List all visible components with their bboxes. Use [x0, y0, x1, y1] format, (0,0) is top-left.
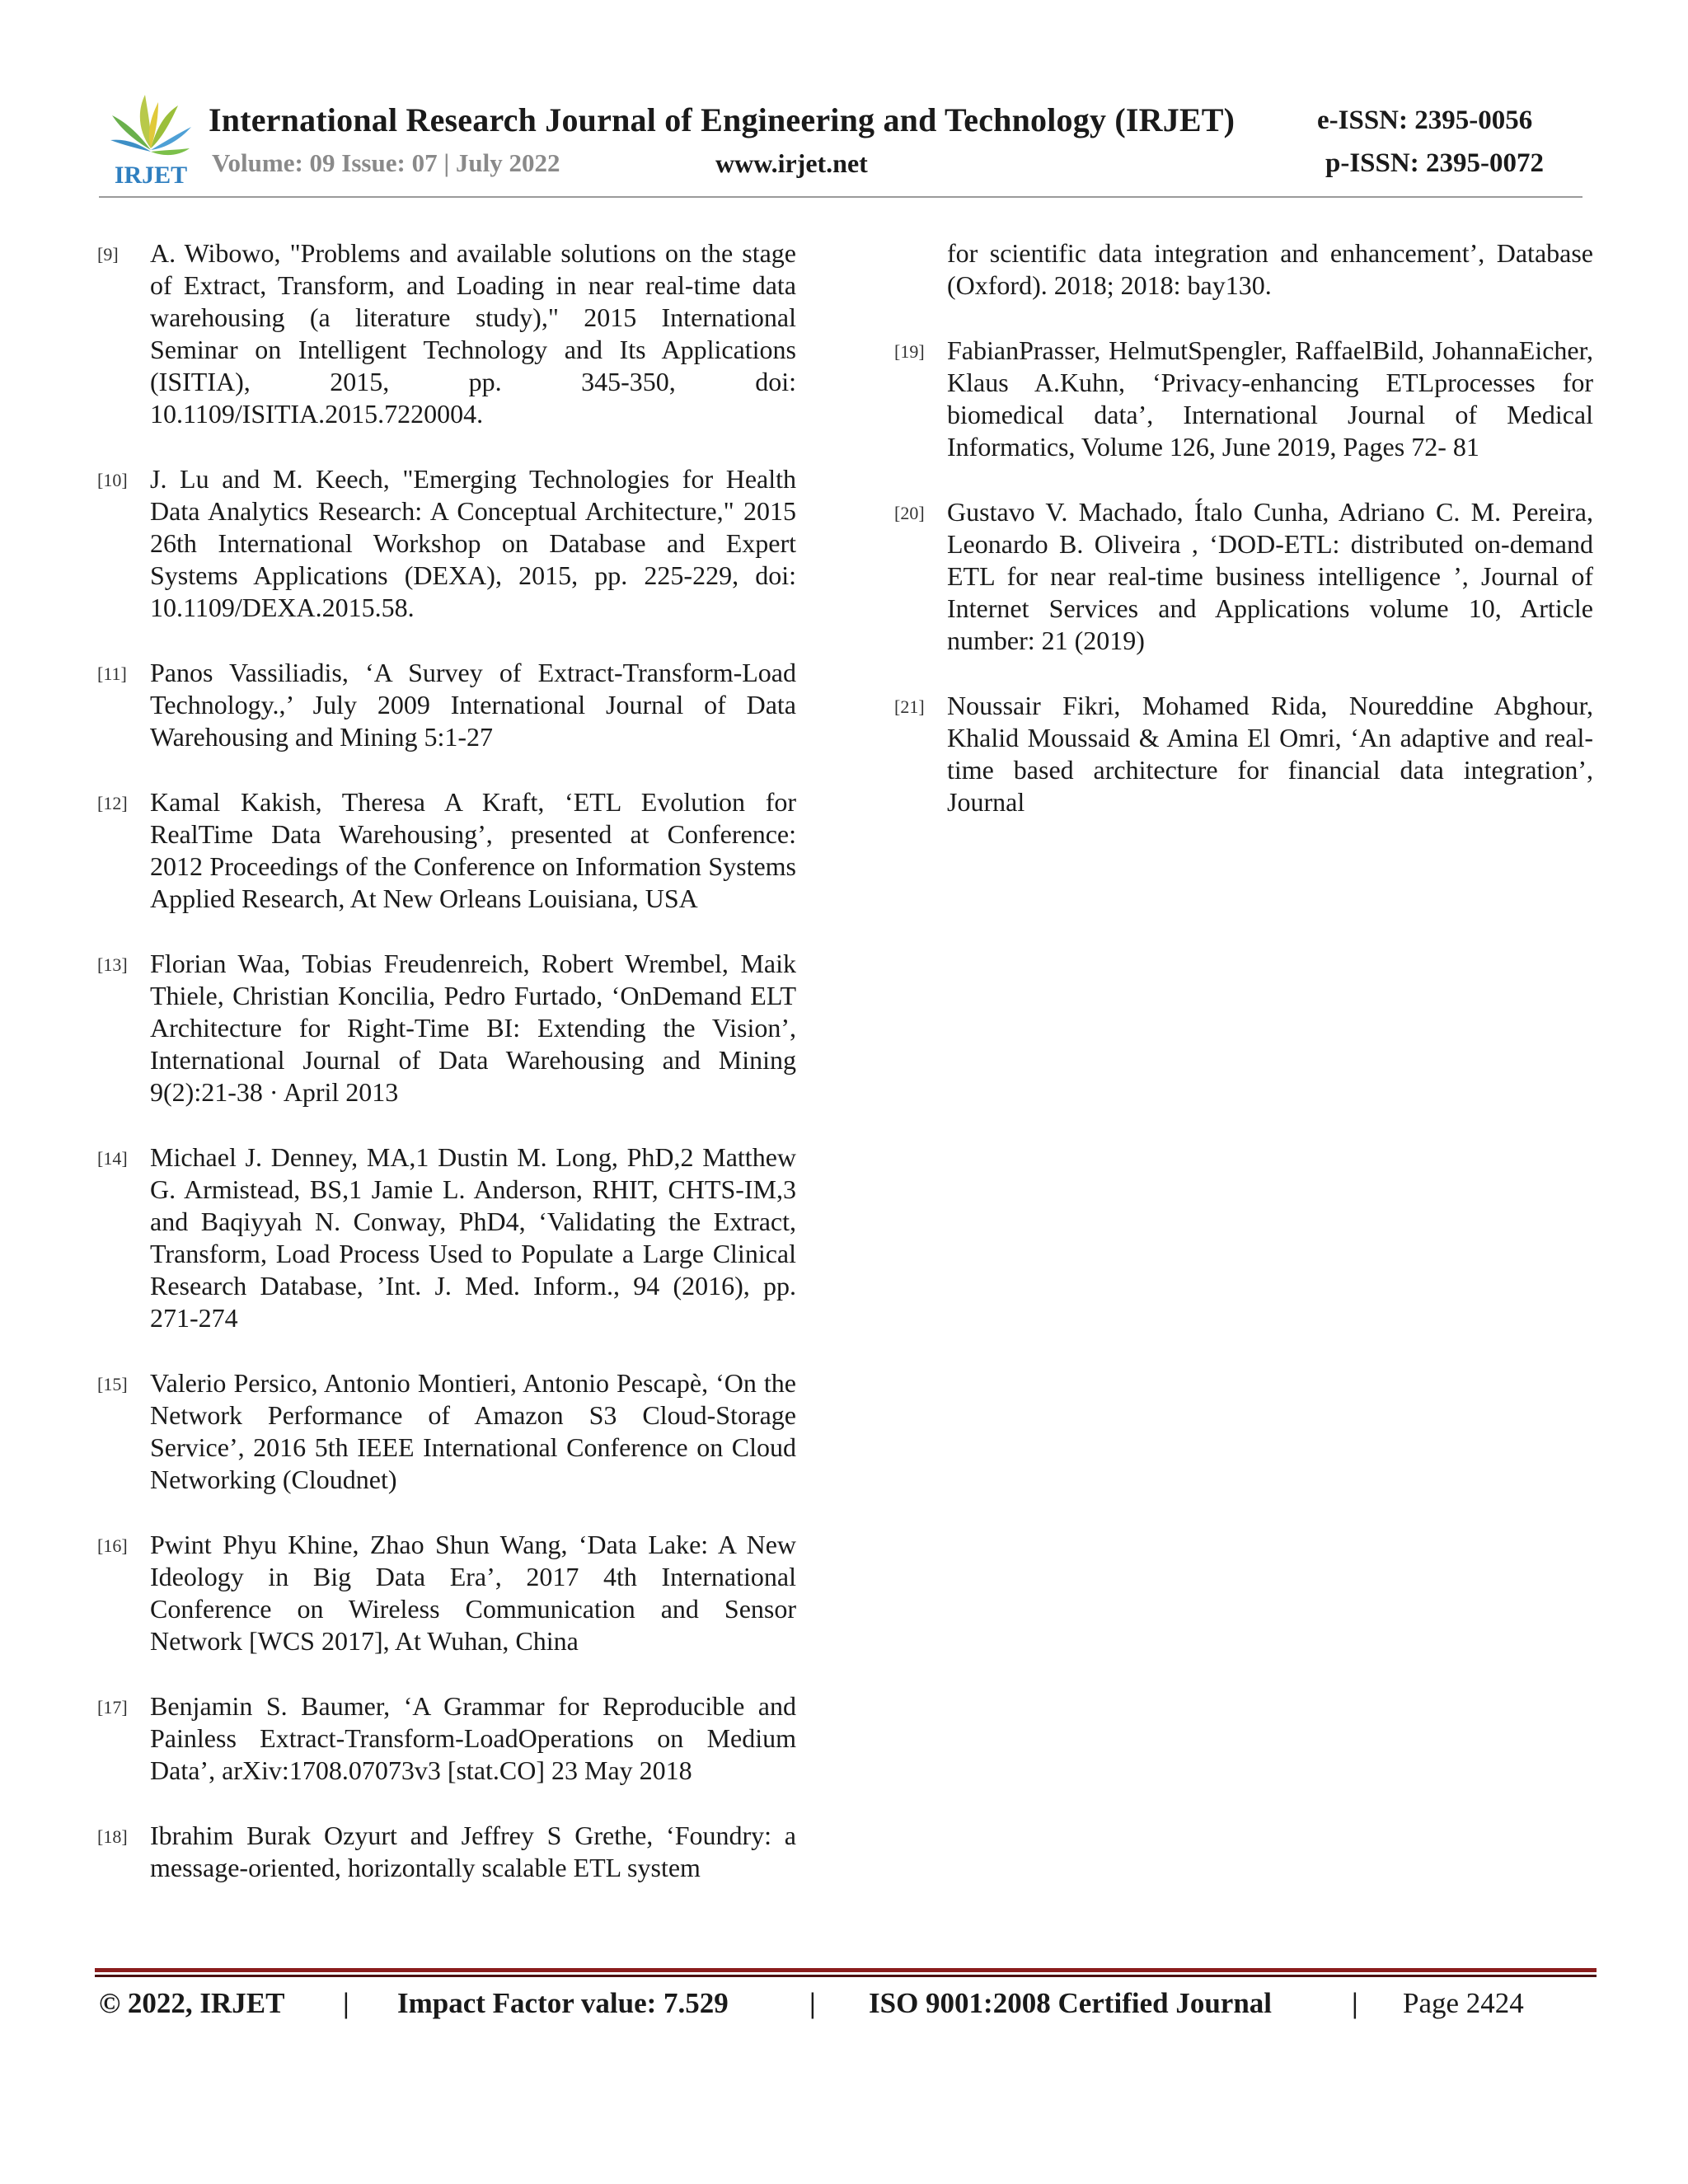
pissn: p-ISSN: 2395-0072 [1325, 148, 1544, 178]
footer-page-number: Page 2424 [1403, 1987, 1524, 2019]
reference-item [97, 237, 796, 430]
reference-item [97, 657, 796, 753]
reference-number: [17] [97, 1697, 128, 1718]
reference-text: Ibrahim Burak Ozyurt and Jeffrey S Grethe, ‘Foundry: a message-oriented, horizontally scalable ETL system [150, 1821, 796, 1882]
reference-item [97, 1367, 796, 1496]
reference-text: Noussair Fikri, Mohamed Rida, Noureddine Abghour, Khalid Moussaid & Amina El Omri, ‘An adaptive and real-time based architecture for financial data integration’, Journal [947, 691, 1593, 817]
reference-item [97, 1690, 796, 1787]
reference-text: Florian Waa, Tobias Freudenreich, Robert Wrembel, Maik Thiele, Christian Koncilia, Pedro Furtado, ‘OnDemand ELT Architecture for Right-Time BI: Extending the Vision’, International Journal of Data Warehousing and Mining 9(2):21-38 · April 2013 [150, 949, 796, 1107]
footer-divider-red [95, 1968, 1597, 1972]
website-link[interactable]: www.irjet.net [715, 148, 868, 178]
reference-item [97, 1141, 796, 1334]
reference-text: Kamal Kakish, Theresa A Kraft, ‘ETL Evolution for RealTime Data Warehousing’, presented at Conference: 2012 Proceedings of the Conference on Information Systems Applied Research, At New Orleans Louisiana, USA [150, 787, 796, 913]
reference-item [97, 463, 796, 624]
footer-copyright: © 2022, IRJET [99, 1987, 285, 2019]
reference-number: [11] [97, 663, 127, 684]
reference-number: [9] [97, 244, 119, 265]
reference-number: [20] [894, 503, 925, 523]
reference-text: Gustavo V. Machado, Ítalo Cunha, Adriano C. M. Pereira, Leonardo B. Oliveira , ‘DOD-ETL: distributed on-demand ETL for near real-time business intelligence ’, Journal of Internet Services and Applications volume 10, Article number: 21 (2019) [947, 497, 1593, 655]
eissn: e-ISSN: 2395-0056 [1317, 105, 1533, 135]
reference-text: FabianPrasser, HelmutSpengler, RaffaelBild, JohannaEicher, Klaus A.Kuhn, ‘Privacy-enhancing ETLprocesses for biomedical data’, International Journal of Medical Informatics, Volume 126, June 2019, Pages 72- 81 [947, 335, 1593, 462]
reference-text: Panos Vassiliadis, ‘A Survey of Extract-Transform-Load Technology.,’ July 2009 International Journal of Data Warehousing and Mining 5:1-27 [150, 658, 796, 752]
volume-issue: Volume: 09 Issue: 07 | July 2022 [212, 148, 560, 177]
reference-item [97, 786, 796, 915]
references-left-column [97, 237, 796, 1917]
reference-number: [15] [97, 1374, 128, 1394]
reference-number: [18] [97, 1826, 128, 1847]
reference-text: J. Lu and M. Keech, "Emerging Technologies for Health Data Analytics Research: A Conceptual Architecture," 2015 26th International Workshop on Database and Expert Systems Applications (DEXA), 2015, pp. 225-229, doi: 10.1109/DEXA.2015.58. [150, 464, 796, 622]
irjet-logo [106, 91, 196, 190]
reference-number: [12] [97, 793, 128, 813]
reference-item [894, 496, 1593, 657]
reference-number: [13] [97, 954, 128, 975]
reference-text: Benjamin S. Baumer, ‘A Grammar for Reproducible and Painless Extract-Transform-LoadOperations on Medium Data’, arXiv:1708.07073v3 [stat.CO] 23 May 2018 [150, 1691, 796, 1785]
reference-item [97, 1529, 796, 1657]
reference-text: for scientific data integration and enhancement’, Database (Oxford). 2018; 2018: bay130. [947, 238, 1593, 300]
reference-item [97, 1820, 796, 1884]
reference-number: [16] [97, 1535, 128, 1556]
reference-item [894, 335, 1593, 463]
page-footer [99, 1987, 1582, 2028]
reference-text: Michael J. Denney, MA,1 Dustin M. Long, PhD,2 Matthew G. Armistead, BS,1 Jamie L. Anderson, RHIT, CHTS-IM,3 and Baqiyyah N. Conway, PhD4, ‘Validating the Extract, Transform, Load Process Used to Populate a Large Clinical Research Database, ’Int. J. Med. Inform., 94 (2016), pp. 271-274 [150, 1142, 796, 1333]
reference-item [97, 948, 796, 1108]
footer-separator: | [809, 1987, 816, 2019]
reference-text: A. Wibowo, "Problems and available solutions on the stage of Extract, Transform, and Loading in near real-time data warehousing (a literature study)," 2015 International Seminar on Intelligent Technology and Its Applications (ISITIA), 2015, pp. 345-350, doi: 10.1109/ISITIA.2015.7220004. [150, 238, 796, 429]
logo-text: IRJET [114, 162, 188, 189]
reference-item [894, 690, 1593, 818]
reference-text: Pwint Phyu Khine, Zhao Shun Wang, ‘Data Lake: A New Ideology in Big Data Era’, 2017 4th International Conference on Wireless Communication and Sensor Network [WCS 2017], At Wuhan, China [150, 1530, 796, 1656]
footer-divider-dark [95, 1975, 1597, 1977]
reference-number: [10] [97, 470, 128, 490]
reference-continuation [894, 237, 1593, 302]
reference-number: [14] [97, 1148, 128, 1169]
reference-text: Valerio Persico, Antonio Montieri, Antonio Pescapè, ‘On the Network Performance of Amazon S3 Cloud-Storage Service’, 2016 5th IEEE International Conference on Cloud Networking (Cloudnet) [150, 1368, 796, 1494]
footer-impact-factor: Impact Factor value: 7.529 [397, 1987, 729, 2019]
references-right-column [894, 237, 1593, 851]
footer-separator: | [1352, 1987, 1358, 2019]
reference-number: [21] [894, 696, 925, 717]
footer-separator: | [343, 1987, 349, 2019]
journal-title: International Research Journal of Engineering and Technology (IRJET) [209, 101, 1236, 138]
page-header [0, 0, 1688, 202]
header-divider [99, 196, 1582, 198]
footer-iso: ISO 9001:2008 Certified Journal [869, 1987, 1273, 2019]
reference-number: [19] [894, 341, 925, 362]
